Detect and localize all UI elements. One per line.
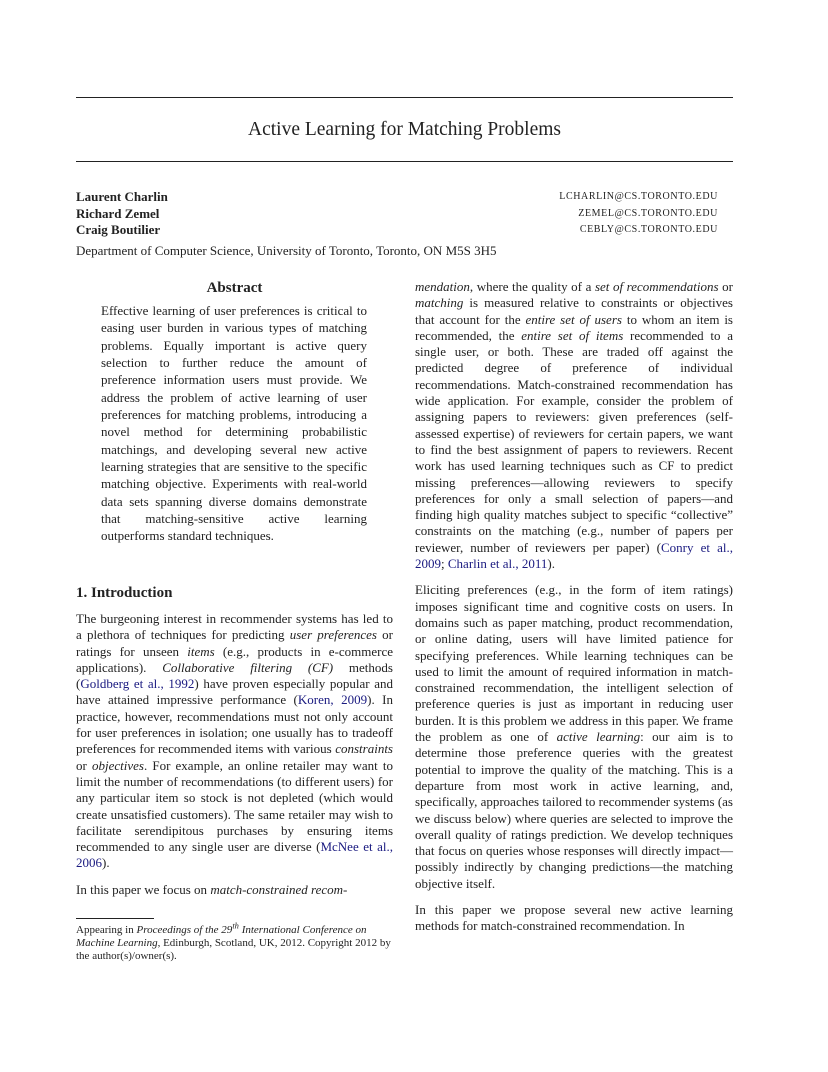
text: ) have proven especially popular and have attained impressive performance ( bbox=[76, 676, 393, 708]
footnote-rule bbox=[76, 918, 154, 919]
text: methods ( bbox=[76, 659, 393, 692]
text-italic: match-constrained recom- bbox=[210, 881, 348, 897]
citation-link[interactable]: Koren, 2009 bbox=[297, 692, 368, 708]
affiliation: Department of Computer Science, University of Toronto, Toronto, ON M5S 3H5 bbox=[76, 243, 497, 258]
citation-link[interactable]: Charlin et al., 2011 bbox=[447, 556, 548, 572]
intro-paragraph-3 bbox=[415, 582, 733, 892]
text-italic: Proceedings of the 29 bbox=[136, 924, 233, 936]
text: or ratings for unseen bbox=[76, 627, 393, 659]
footnote bbox=[76, 920, 393, 963]
author-name: Craig Boutilier bbox=[76, 222, 161, 237]
text-italic: International Conference on Machine Learning bbox=[76, 924, 367, 949]
title-bottom-rule bbox=[76, 161, 733, 162]
author-email: LCHARLIN@CS.TORONTO.EDU bbox=[559, 191, 718, 202]
text: Appearing in bbox=[76, 924, 137, 936]
section-heading: 1. Introduction bbox=[76, 585, 173, 601]
text-italic: constraints bbox=[335, 741, 393, 757]
superscript: th bbox=[232, 920, 239, 931]
paragraph-gap bbox=[415, 892, 733, 902]
text-italic: entire set of items bbox=[521, 327, 624, 343]
intro-paragraph-2-start bbox=[76, 882, 393, 898]
intro-paragraph-1 bbox=[76, 611, 393, 872]
author-name: Richard Zemel bbox=[76, 206, 160, 221]
citation-link[interactable]: Conry et al., 2009 bbox=[415, 539, 733, 572]
text: In this paper we focus on bbox=[76, 881, 211, 897]
text: Eliciting preferences (e.g., in the form of item ratings) imposes significant time and cognitive costs on users. In domains such as paper matching, product recommendation, or online dating, users will have limited patience for specifying preferences. While learning techniques can be used to limit the amount of required information in match-constrained recommendation, the intelligent selection of preference queries is just as important in reducing user burden. It is this problem we address in this paper. We frame the problem as one of bbox=[415, 582, 733, 745]
author-name: Laurent Charlin bbox=[76, 189, 168, 204]
intro-paragraph-4: In this paper we propose several new active learning methods for match-constrained recommendation. In bbox=[415, 901, 733, 934]
citation-link[interactable]: Goldberg et al., 1992 bbox=[80, 676, 195, 692]
text: ). bbox=[547, 556, 555, 572]
text: . For example, an online retailer may want to limit the number of recommendations (to different users) for any particular item so stock is not depleted (which would create unsatisfied customers). The same retailer may wish to facilitate serendipitous purchases by ensuring items recommended to any single user are diverse ( bbox=[76, 757, 393, 855]
text: ; bbox=[441, 556, 448, 572]
abstract-text: Effective learning of user preferences is critical to easing user burden in various types of matching problems. Equally important is active query selection to further reduce the amount of preference information users must provide. We address the problem of active learning of user preferences for matching problems, introducing a novel method for determining probabilistic matchings, and developing several new active learning strategies that are sensitive to the specific matching objective. Experiments with real-world data sets spanning diverse domains demonstrate that matching-sensitive active learning outperforms standard techniques. bbox=[101, 303, 367, 544]
text-italic: set of recommendations bbox=[594, 279, 719, 294]
top-rule bbox=[76, 97, 733, 98]
text-italic: Collaborative filtering (CF) bbox=[162, 659, 334, 675]
abstract-heading: Abstract bbox=[206, 280, 263, 296]
text: : our aim is to determine those preference queries with the greatest potential to improve the quality of the matching. This is a departure from most work in active learning, and, specifically, approaches tailored to recommender systems (as we discuss below) where queries are selected to improve the overall quality of ratings prediction. We develop techniques that focus on queries whose responses will directly impact—possibly indirectly by changing predictions—the matching objective itself. bbox=[415, 729, 733, 891]
text-italic: user preferences bbox=[289, 627, 377, 643]
text-italic: objectives bbox=[91, 757, 144, 773]
text-italic: items bbox=[187, 643, 215, 659]
citation-link[interactable]: McNee et al., 2006 bbox=[76, 839, 393, 871]
text-italic: matching bbox=[415, 295, 464, 311]
text: The burgeoning interest in recommender systems has led to a plethora of techniques for predicting bbox=[76, 611, 393, 643]
text: or bbox=[76, 757, 92, 773]
paragraph-gap bbox=[76, 872, 393, 882]
text: ). bbox=[102, 855, 110, 871]
author-email: CEBLY@CS.TORONTO.EDU bbox=[579, 224, 718, 235]
paper-title: Active Learning for Matching Problems bbox=[248, 119, 561, 140]
intro-paragraph-2-cont bbox=[415, 279, 733, 572]
right-column-text bbox=[415, 279, 733, 935]
author-email: ZEMEL@CS.TORONTO.EDU bbox=[578, 208, 718, 219]
left-column-text bbox=[76, 611, 393, 898]
text: is measured relative to constraints or objectives that account for the bbox=[415, 295, 733, 327]
text: , where the quality of a bbox=[469, 279, 595, 294]
text: or bbox=[718, 279, 733, 294]
paragraph-gap bbox=[415, 572, 733, 582]
text: recommended to a single user, or both. These are traded off against the predicted degree of preference of individual recommendations. Match-constrained recommendation has wide application. For example, consider the problem of assigning papers to reviewers: given preferences (self-assessed expertise) of reviewers for certain papers, we want to find the best assignment of papers to reviewers. Recent work has used learning techniques such as CF to predict missing preferences—allowing reviewers to specify preferences for only a small selection of papers—and finding high quality matches subject to specific “collective” constraints on the matching (e.g., number of papers per reviewer, number of reviewers per paper) ( bbox=[415, 327, 733, 555]
text-italic: mendation bbox=[415, 279, 470, 294]
text: ). In practice, however, recommendations must not only account for user preferences in isolation; one usually has to tradeoff preferences for recommended items with various bbox=[76, 692, 393, 757]
text-italic: entire set of users bbox=[525, 311, 622, 327]
text: , Edinburgh, Scotland, UK, 2012. Copyright 2012 by the author(s)/owner(s). bbox=[76, 937, 391, 962]
text-italic: active learning bbox=[556, 729, 641, 745]
text: (e.g., products in e-commerce applications). bbox=[76, 643, 394, 675]
text: to whom an item is recommended, the bbox=[415, 311, 733, 343]
